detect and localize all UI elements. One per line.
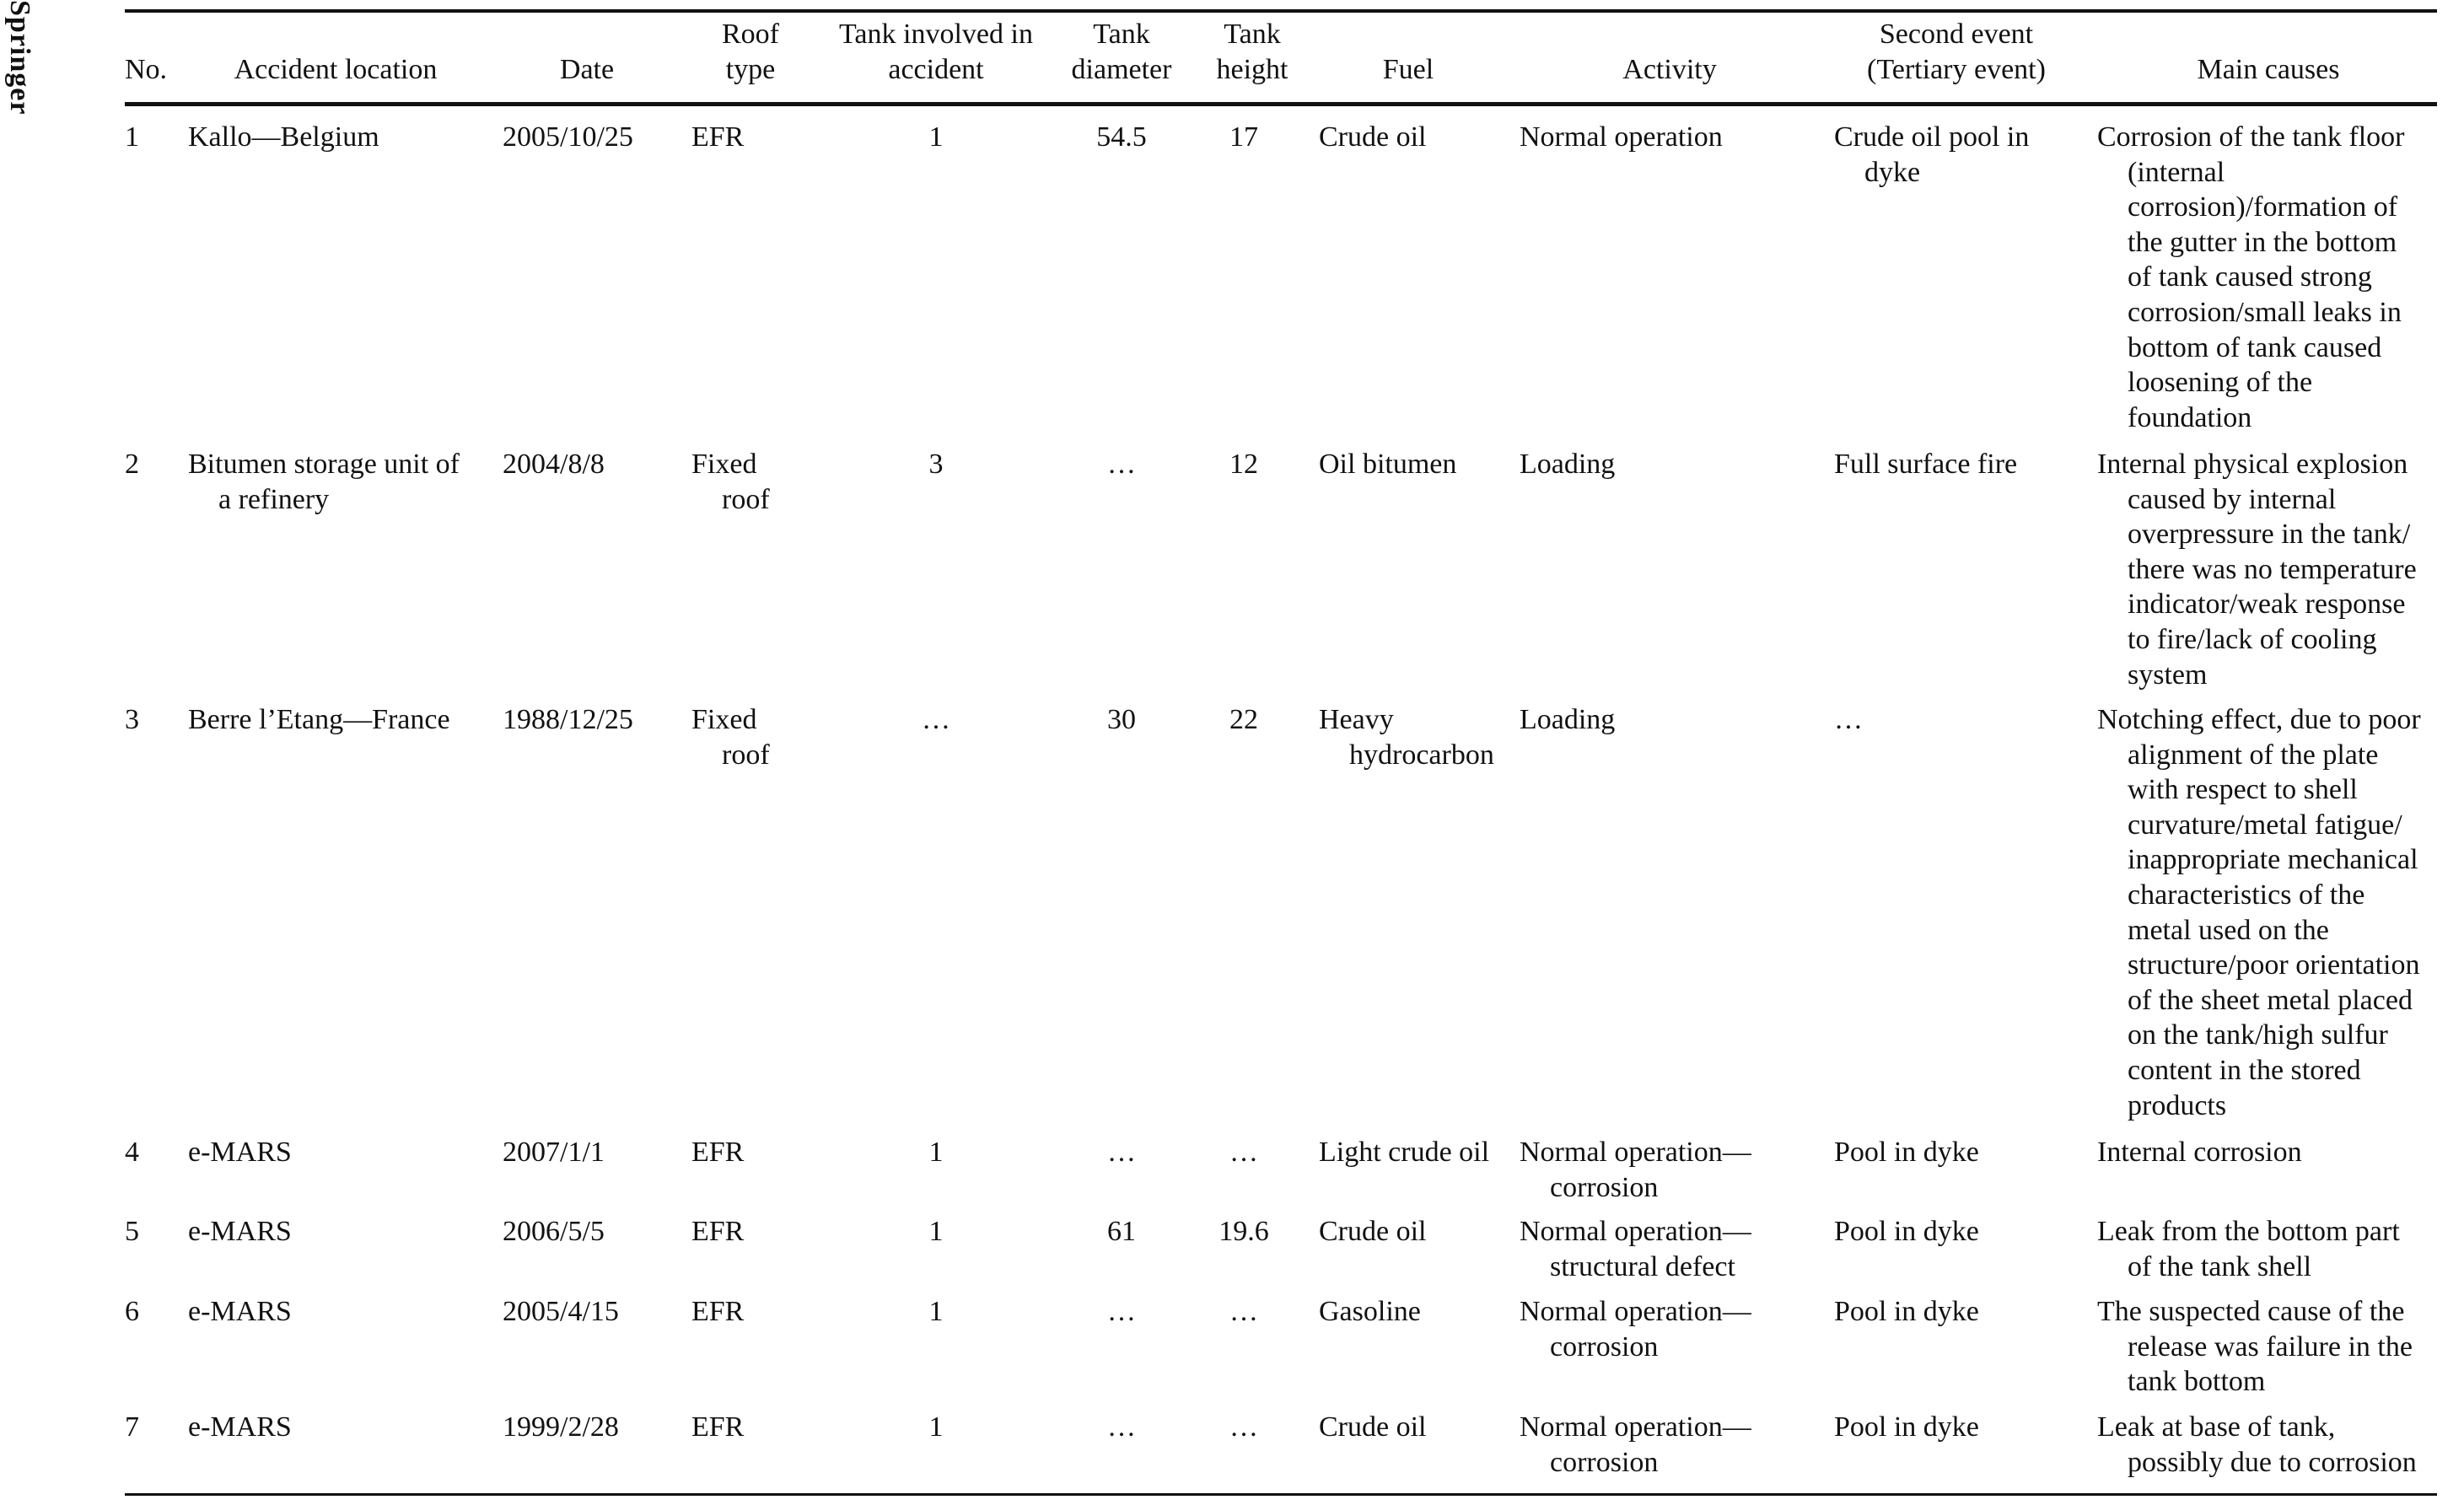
- cell-line: Internal corrosion: [2097, 1137, 2302, 1168]
- cell-line: products: [2128, 1089, 2227, 1121]
- table-cell-tank-involved: [810, 1410, 1063, 1445]
- cell-line: Pool in dyke: [1834, 1137, 1979, 1168]
- cell-line: to fire/lack of cooling: [2128, 623, 2377, 655]
- header-line: accident: [888, 53, 984, 85]
- cell-line: Gasoline: [1319, 1296, 1421, 1327]
- table-cell-tank-diameter: [1046, 702, 1197, 738]
- table-cell-location: [188, 1294, 500, 1330]
- table-cell-tank-involved: [810, 702, 1063, 738]
- table-cell-date: [503, 1410, 688, 1445]
- table-cell-tank-height: [1189, 1294, 1299, 1330]
- cell-line: Berre l’Etang—France: [188, 704, 450, 735]
- cell-line: roof: [722, 739, 770, 771]
- cell-line: 5: [125, 1216, 139, 1247]
- header-line: type: [725, 53, 776, 85]
- cell-line: 2007/1/1: [503, 1137, 605, 1168]
- cell-line: Internal physical explosion: [2097, 449, 2408, 480]
- cell-line: …: [1834, 704, 1863, 735]
- cell-line: …: [1229, 1411, 1258, 1443]
- cell-line: the gutter in the bottom: [2128, 226, 2397, 258]
- cell-line: Loading: [1520, 704, 1616, 735]
- cell-line: EFR: [691, 1296, 745, 1327]
- header-line: diameter: [1071, 53, 1172, 85]
- cell-line: Normal operation—: [1520, 1216, 1751, 1247]
- cell-line: caused by internal: [2128, 483, 2337, 515]
- cell-line: Full surface fire: [1834, 449, 2018, 480]
- cell-line: e-MARS: [188, 1411, 292, 1443]
- cell-line: e-MARS: [188, 1296, 292, 1327]
- table-cell-second-event: [1834, 1294, 2087, 1330]
- table-cell-second-event: [1834, 120, 2087, 190]
- cell-line: Corrosion of the tank floor: [2097, 121, 2405, 153]
- cell-line: release was failure in the: [2128, 1330, 2413, 1363]
- table-cell-no: [125, 702, 184, 738]
- cell-line: …: [1229, 1137, 1258, 1168]
- cell-line: Notching effect, due to poor: [2097, 704, 2421, 735]
- table-cell-tank-diameter: [1046, 1410, 1197, 1445]
- table-cell-main-causes: [2097, 1214, 2451, 1284]
- cell-line: Pool in dyke: [1834, 1296, 1979, 1327]
- cell-line: …: [922, 704, 950, 735]
- table-cell-second-event: [1834, 1410, 2087, 1445]
- cell-line: bottom of tank caused: [2128, 331, 2382, 363]
- column-header-tank-height: [1197, 17, 1307, 87]
- cell-line: Oil bitumen: [1319, 449, 1457, 480]
- table-cell-tank-involved: [810, 120, 1063, 155]
- table-cell-main-causes: [2097, 447, 2451, 692]
- table-cell-roof-type: [691, 447, 793, 517]
- cell-line: 1999/2/28: [503, 1411, 619, 1443]
- column-header-roof-type: [708, 17, 793, 87]
- cell-line: inappropriate mechanical: [2128, 844, 2418, 876]
- cell-line: foundation: [2128, 401, 2252, 433]
- column-header-activity: [1543, 52, 1796, 88]
- table-cell-location: [188, 1410, 500, 1445]
- table-cell-tank-height: [1189, 1410, 1299, 1445]
- table-cell-roof-type: [691, 1294, 793, 1330]
- column-header-fuel: [1315, 52, 1501, 88]
- table-cell-tank-height: [1189, 702, 1299, 738]
- cell-line: …: [1107, 1137, 1136, 1168]
- header-line: No.: [125, 54, 168, 85]
- bottom-rule: [125, 1493, 2437, 1496]
- cell-line: 2006/5/5: [503, 1216, 605, 1247]
- table-cell-second-event: [1834, 447, 2087, 482]
- cell-line: content in the stored: [2128, 1054, 2361, 1086]
- table-cell-location: [188, 447, 500, 517]
- table-cell-activity: [1520, 702, 1823, 738]
- table-cell-fuel: [1319, 702, 1513, 772]
- table-cell-roof-type: [691, 702, 793, 772]
- cell-line: EFR: [691, 121, 745, 153]
- cell-line: 30: [1107, 704, 1136, 735]
- header-rule: [125, 102, 2437, 106]
- cell-line: 6: [125, 1296, 139, 1327]
- cell-line: …: [1107, 1296, 1136, 1327]
- cell-line: 22: [1229, 704, 1258, 735]
- header-line: Activity: [1622, 54, 1717, 85]
- cell-line: of the tank shell: [2128, 1250, 2312, 1282]
- cell-line: 1: [928, 1296, 944, 1327]
- table-cell-date: [503, 447, 688, 482]
- cell-line: a refinery: [218, 483, 330, 515]
- cell-line: Normal operation: [1520, 121, 1723, 153]
- cell-line: 61: [1107, 1216, 1136, 1247]
- cell-line: Kallo—Belgium: [188, 121, 379, 153]
- cell-line: Crude oil: [1319, 1216, 1427, 1247]
- header-line: Tank involved in: [839, 19, 1033, 50]
- table-cell-roof-type: [691, 1135, 793, 1170]
- cell-line: Heavy: [1319, 704, 1394, 735]
- table-cell-activity: [1520, 1214, 1823, 1284]
- cell-line: alignment of the plate: [2128, 739, 2379, 771]
- cell-line: Fixed: [691, 449, 757, 480]
- header-line: height: [1216, 53, 1288, 85]
- cell-line: Normal operation—: [1520, 1137, 1751, 1168]
- header-line: Tank: [1224, 19, 1281, 50]
- cell-line: tank bottom: [2128, 1366, 2266, 1398]
- table-cell-tank-diameter: [1046, 447, 1197, 482]
- table-cell-tank-diameter: [1046, 1294, 1197, 1330]
- table-cell-tank-involved: [810, 1135, 1063, 1170]
- cell-line: loosening of the: [2128, 367, 2313, 399]
- header-line: Second event: [1879, 19, 2034, 50]
- table-cell-no: [125, 1214, 184, 1250]
- table-cell-activity: [1520, 1135, 1823, 1205]
- cell-line: EFR: [691, 1137, 745, 1168]
- cell-line: 54.5: [1096, 121, 1147, 153]
- cell-line: indicator/weak response: [2128, 589, 2406, 621]
- cell-line: 12: [1229, 449, 1258, 480]
- table-cell-location: [188, 1214, 500, 1250]
- springer-logo: Springer: [4, 0, 35, 116]
- table-cell-date: [503, 702, 688, 738]
- cell-line: 2: [125, 449, 139, 480]
- column-header-tank-diameter: [1054, 17, 1189, 87]
- table-cell-fuel: [1319, 1410, 1513, 1445]
- table-cell-fuel: [1319, 1135, 1513, 1170]
- table-cell-date: [503, 120, 688, 155]
- cell-line: Normal operation—: [1520, 1296, 1751, 1327]
- table-cell-tank-height: [1189, 1214, 1299, 1250]
- table-cell-main-causes: [2097, 702, 2451, 1123]
- cell-line: e-MARS: [188, 1216, 292, 1247]
- top-rule: [125, 9, 2437, 13]
- table-cell-activity: [1520, 120, 1823, 155]
- header-line: Accident location: [234, 54, 438, 85]
- table-cell-date: [503, 1135, 688, 1170]
- table-cell-fuel: [1319, 1294, 1513, 1330]
- header-line: Main causes: [2197, 54, 2340, 85]
- cell-line: corrosion: [1550, 1171, 1659, 1203]
- table-cell-second-event: [1834, 1214, 2087, 1250]
- cell-line: EFR: [691, 1411, 745, 1443]
- table-cell-main-causes: [2097, 120, 2451, 435]
- header-line: Roof: [722, 19, 779, 50]
- header-line: Fuel: [1382, 54, 1434, 85]
- cell-line: 1: [928, 121, 944, 153]
- cell-line: 19.6: [1219, 1216, 1269, 1247]
- cell-line: 1988/12/25: [503, 704, 633, 735]
- column-header-location: [188, 52, 483, 88]
- column-header-date: [503, 52, 671, 88]
- table-cell-no: [125, 1410, 184, 1445]
- cell-line: Leak at base of tank,: [2097, 1411, 2336, 1443]
- cell-line: corrosion: [1550, 1330, 1659, 1363]
- cell-line: Leak from the bottom part: [2097, 1216, 2400, 1247]
- table-cell-tank-involved: [810, 447, 1063, 482]
- table-cell-tank-involved: [810, 1214, 1063, 1250]
- table-cell-main-causes: [2097, 1135, 2451, 1170]
- cell-line: Crude oil: [1319, 1411, 1427, 1443]
- table-cell-roof-type: [691, 1214, 793, 1250]
- table-cell-activity: [1520, 1410, 1823, 1480]
- cell-line: structural defect: [1550, 1250, 1735, 1282]
- cell-line: corrosion)/formation of: [2128, 191, 2398, 223]
- table-cell-date: [503, 1214, 688, 1250]
- cell-line: structure/poor orientation: [2128, 949, 2420, 981]
- table-cell-no: [125, 447, 184, 482]
- cell-line: Fixed: [691, 704, 757, 735]
- cell-line: corrosion: [1550, 1446, 1659, 1478]
- table-cell-main-causes: [2097, 1410, 2451, 1480]
- table-cell-activity: [1520, 447, 1823, 482]
- cell-line: e-MARS: [188, 1137, 292, 1168]
- table-cell-tank-diameter: [1046, 1135, 1197, 1170]
- cell-line: 17: [1229, 121, 1258, 153]
- table-cell-fuel: [1319, 120, 1513, 155]
- column-header-tank-involved: [810, 17, 1063, 87]
- table-cell-roof-type: [691, 1410, 793, 1445]
- cell-line: hydrocarbon: [1349, 739, 1494, 771]
- table-cell-location: [188, 120, 500, 155]
- cell-line: metal used on the: [2128, 914, 2329, 946]
- table-cell-second-event: [1834, 1135, 2087, 1170]
- cell-line: corrosion/small leaks in: [2128, 296, 2402, 328]
- column-header-main-causes: [2091, 52, 2445, 88]
- cell-line: Light crude oil: [1319, 1137, 1490, 1168]
- cell-line: (internal: [2128, 156, 2225, 188]
- cell-line: Pool in dyke: [1834, 1411, 1979, 1443]
- column-header-second-event: [1821, 17, 2091, 87]
- cell-line: EFR: [691, 1216, 745, 1247]
- table-cell-location: [188, 702, 500, 738]
- table-cell-tank-height: [1189, 447, 1299, 482]
- table-cell-no: [125, 1294, 184, 1330]
- cell-line: on the tank/high sulfur: [2128, 1019, 2388, 1051]
- cell-line: roof: [722, 483, 770, 515]
- cell-line: with respect to shell: [2128, 774, 2358, 806]
- table-cell-tank-diameter: [1046, 1214, 1197, 1250]
- cell-line: possibly due to corrosion: [2128, 1446, 2417, 1478]
- table-cell-fuel: [1319, 1214, 1513, 1250]
- cell-line: there was no temperature: [2128, 553, 2417, 585]
- cell-line: 1: [928, 1216, 944, 1247]
- header-line: Tank: [1093, 19, 1150, 50]
- cell-line: 3: [125, 704, 139, 735]
- table-cell-location: [188, 1135, 500, 1170]
- header-line: Date: [559, 54, 615, 85]
- cell-line: dyke: [1864, 156, 1921, 188]
- cell-line: 7: [125, 1411, 139, 1443]
- header-line: (Tertiary event): [1867, 53, 2046, 85]
- cell-line: 1: [928, 1411, 944, 1443]
- cell-line: system: [2128, 658, 2208, 691]
- cell-line: 1: [928, 1137, 944, 1168]
- table-cell-second-event: [1834, 702, 2087, 738]
- cell-line: 2005/10/25: [503, 121, 633, 153]
- cell-line: …: [1107, 449, 1136, 480]
- table-cell-fuel: [1319, 447, 1513, 482]
- cell-line: The suspected cause of the: [2097, 1296, 2405, 1327]
- cell-line: 2004/8/8: [503, 449, 605, 480]
- cell-line: 1: [125, 121, 139, 153]
- cell-line: …: [1229, 1296, 1258, 1327]
- table-cell-tank-height: [1189, 1135, 1299, 1170]
- table-cell-tank-height: [1189, 120, 1299, 155]
- table-cell-roof-type: [691, 120, 793, 155]
- cell-line: characteristics of the: [2128, 879, 2365, 911]
- cell-line: Loading: [1520, 449, 1616, 480]
- cell-line: Pool in dyke: [1834, 1216, 1979, 1247]
- cell-line: overpressure in the tank/: [2128, 519, 2411, 551]
- cell-line: Normal operation—: [1520, 1411, 1751, 1443]
- table-cell-tank-involved: [810, 1294, 1063, 1330]
- cell-line: 2005/4/15: [503, 1296, 619, 1327]
- cell-line: Bitumen storage unit of: [188, 449, 460, 480]
- column-header-no: [125, 52, 184, 88]
- cell-line: of tank caused strong: [2128, 261, 2372, 293]
- cell-line: 4: [125, 1137, 139, 1168]
- cell-line: Crude oil pool in: [1834, 121, 2030, 153]
- cell-line: …: [1107, 1411, 1136, 1443]
- cell-line: 3: [928, 449, 944, 480]
- cell-line: Crude oil: [1319, 121, 1427, 153]
- table-cell-main-causes: [2097, 1294, 2451, 1400]
- table-cell-no: [125, 120, 184, 155]
- table-cell-date: [503, 1294, 688, 1330]
- cell-line: curvature/metal fatigue/: [2128, 809, 2402, 841]
- table-cell-tank-diameter: [1046, 120, 1197, 155]
- table-cell-no: [125, 1135, 184, 1170]
- table-cell-activity: [1520, 1294, 1823, 1364]
- cell-line: of the sheet metal placed: [2128, 984, 2413, 1016]
